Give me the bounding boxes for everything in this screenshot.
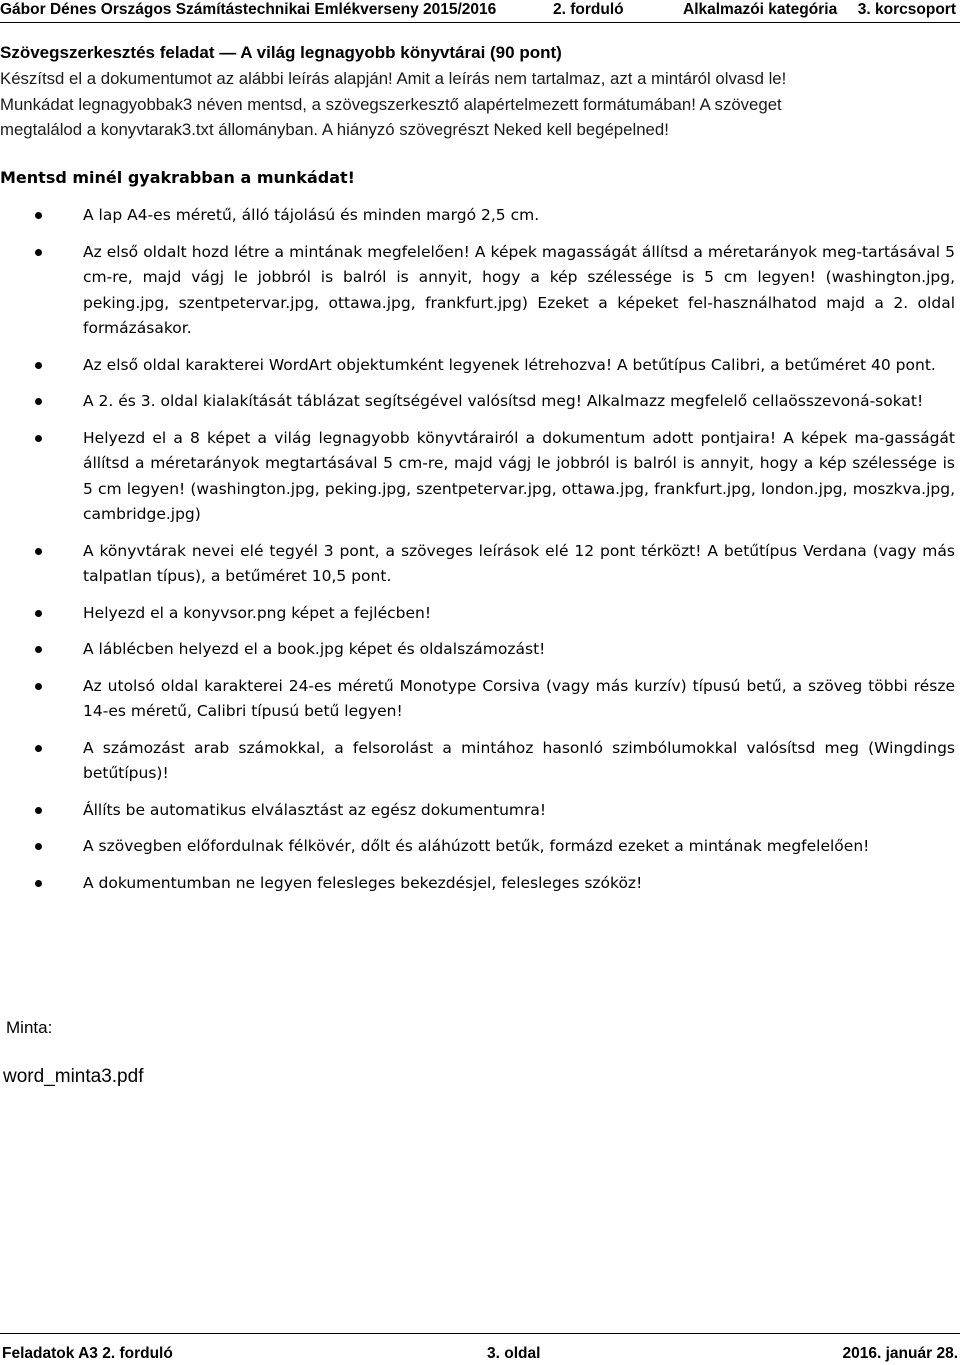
- save-reminder: Mentsd minél gyakrabban a munkádat!: [0, 168, 355, 187]
- bullet-icon: [35, 610, 42, 617]
- task-intro: [0, 66, 960, 143]
- age-group-label: 3. korcsoport: [857, 1, 956, 18]
- bullet-icon: [35, 683, 42, 690]
- footer-page-number: 3. oldal: [487, 1345, 541, 1362]
- page-footer: [0, 1333, 960, 1364]
- list-item: [0, 736, 960, 787]
- list-item-text: Állíts be automatikus elválasztást az egész dokumentumra!: [83, 800, 547, 819]
- list-item: [0, 637, 960, 663]
- list-item-text: A lap A4-es méretű, álló tájolású és minden margó 2,5 cm.: [83, 206, 540, 224]
- round-label: 2. forduló: [553, 1, 624, 18]
- list-item: [0, 240, 960, 342]
- list-item: [0, 539, 960, 590]
- list-item-text: A könyvtárak nevei elé tegyél 3 pont, a szöveges leírások elé 12 pont térközt! A betűtípus Verdana (vagy más talpatlan típus), a betűméret 10,5 pont.: [83, 541, 955, 585]
- list-item: [0, 601, 960, 627]
- bullet-icon: [35, 362, 42, 369]
- footer-date: 2016. január 28.: [842, 1345, 958, 1362]
- list-item-text: A láblécben helyezd el a book.jpg képet és oldalszámozást!: [83, 640, 546, 658]
- bullet-icon: [35, 249, 42, 256]
- intro-line: Készítsd el a dokumentumot az alábbi leírás alapján! Amit a leírás nem tartalmaz, azt a mintáról olvasd le!: [0, 69, 787, 88]
- list-item-text: Az utolsó oldal karakterei 24-es méretű Monotype Corsiva (vagy más kurzív) típusú betű, a szöveg többi része 14-es méretű, Calibri típusú betű legyen!: [83, 676, 955, 720]
- list-item: [0, 834, 960, 860]
- list-item: [0, 389, 960, 415]
- list-item: [0, 203, 960, 229]
- bullet-icon: [35, 880, 42, 887]
- footer-task-label: Feladatok A3 2. forduló: [2, 1345, 173, 1362]
- list-item-text: Az első oldalt hozd létre a mintának megfelelően! A képek magasságát állítsd a méretarányok meg-tartásával 5 cm-re, majd vágj le jobbról is balról is annyit, hogy a kép szélessége is 5 cm legyen! (washington.jpg, peking.jpg, szentpetervar.jpg, ottawa.jpg, frankfurt.jpg) Ezeket a képeket fel-használhatod majd a 2. oldal formázásakor.: [83, 242, 955, 337]
- list-item-text: A dokumentumban ne legyen felesleges bekezdésjel, felesleges szóköz!: [83, 873, 643, 892]
- list-item-text: A 2. és 3. oldal kialakítását táblázat segítségével valósítsd meg! Alkalmazz megfelelő cellaösszevoná-sokat!: [83, 392, 924, 410]
- list-item: [0, 426, 960, 528]
- bullet-icon: [35, 435, 42, 442]
- list-item-text: Helyezd el a konyvsor.png képet a fejlécben!: [83, 603, 432, 622]
- sample-label: Minta:: [6, 1018, 53, 1037]
- bullet-icon: [35, 548, 42, 555]
- category-label: Alkalmazói kategória: [683, 1, 838, 18]
- sample-filename: word_minta3.pdf: [3, 1066, 144, 1087]
- bullet-icon: [35, 212, 42, 219]
- bullet-icon: [35, 398, 42, 405]
- intro-line: Munkádat legnagyobbak3 néven mentsd, a szövegszerkesztő alapértelmezett formátumában! A szöveget: [0, 94, 782, 114]
- list-item-text: A szövegben előfordulnak félkövér, dőlt és aláhúzott betűk, formázd ezeket a mintának megfelelően!: [83, 837, 870, 855]
- list-item: [0, 798, 960, 824]
- list-item-text: A számozást arab számokkal, a felsorolást a mintához hasonló szimbólumokkal valósítsd meg (Wingdings betűtípus)!: [83, 738, 955, 782]
- bullet-icon: [35, 843, 42, 850]
- competition-title: Gábor Dénes Országos Számítástechnikai Emlékverseny 2015/2016: [0, 1, 497, 18]
- page-header: [0, 0, 960, 23]
- bullet-icon: [35, 807, 42, 814]
- bullet-icon: [35, 646, 42, 653]
- requirements-list: [0, 203, 960, 907]
- bullet-icon: [35, 745, 42, 752]
- list-item: [0, 674, 960, 725]
- list-item: [0, 353, 960, 379]
- list-item-text: Az első oldal karakterei WordArt objektumként legyenek létrehozva! A betűtípus Calibri, a betűméret 40 pont.: [83, 355, 936, 374]
- list-item: [0, 871, 960, 897]
- list-item-text: Helyezd el a 8 képet a világ legnagyobb könyvtárairól a dokumentum adott pontjaira! A képek ma-gasságát állítsd a méretarányok megtartásával 5 cm-re, majd vágj le jobbról is balról is annyit, hogy a kép szélessége is 5 cm legyen! (washington.jpg, peking.jpg, szentpetervar.jpg, ottawa.jpg, frankfurt.jpg, london.jpg, moszkva.jpg, cambridge.jpg): [83, 428, 955, 523]
- intro-line: megtalálod a konyvtarak3.txt állományban. A hiányzó szövegrészt Neked kell begépelned!: [0, 120, 669, 139]
- task-title: Szövegszerkesztés feladat — A világ legnagyobb könyvtárai (90 pont): [0, 43, 562, 62]
